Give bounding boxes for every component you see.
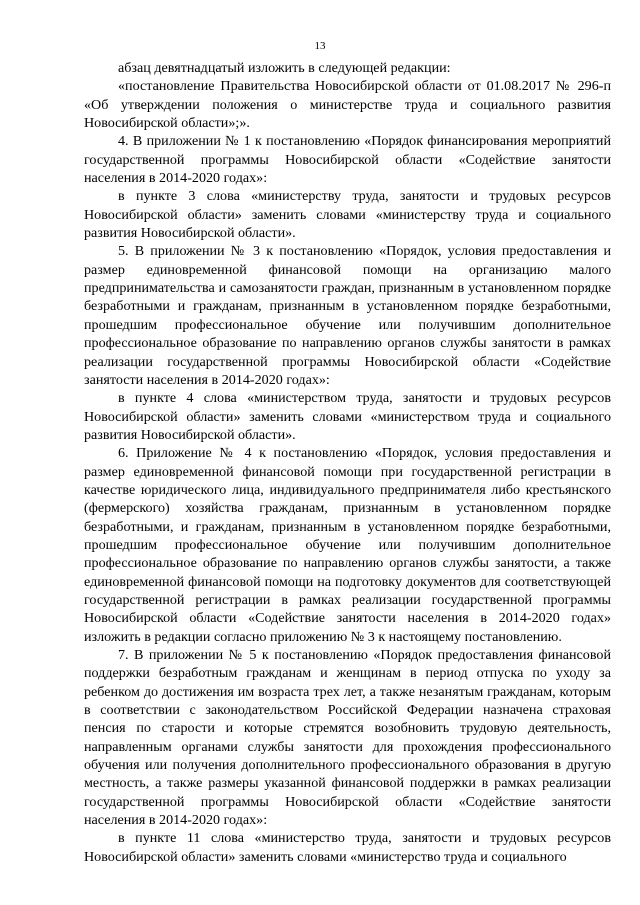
paragraph-item-5-change: в пункте 4 слова «министерством труда, занятости и трудовых ресурсов Новосибирской области» заменить словами «министерством труда и социального развития Новосибирской области».: [84, 390, 611, 443]
page-number: 13: [314, 40, 326, 52]
paragraph-item-6: 6. Приложение № 4 к постановлению «Порядок, условия предоставления и размер единовременной финансовой помощи при государственной регистрации в качестве юридического лица, индивидуального предпринимателя либо крестьянского (фермерского) хозяйства гражданам, признанным в установленном порядке безработными, и гражданам, признанным в установленном порядке безработными, прошедшим профессиональное обучение или получившим дополнительное профессиональное образование по направлению органов службы занятости, а также единовременной финансовой помощи на подготовку документов для соответствующей государственной регистрации в рамках реализации государственной программы Новосибирской области «Содействие занятости населения в 2014-2020 годах» изложить в редакции согласно приложению № 3 к настоящему постановлению.: [84, 445, 611, 645]
paragraph-item-5: 5. В приложении № 3 к постановлению «Порядок, условия предоставления и размер единовременной финансовой помощи на организацию малого предпринимательства и самозанятости граждан, признанным в установленном порядке безработными и гражданам, признанным в установленном порядке безработными, прошедшим профессиональное обучение или получившим дополнительное профессиональное образование по направлению органов службы занятости в рамках реализации государственной программы Новосибирской области «Содействие занятости населения в 2014-2020 годах»:: [84, 243, 611, 388]
paragraph-abzac: абзац девятнадцатый изложить в следующей редакции:: [118, 60, 451, 76]
paragraph-item-4: 4. В приложении № 1 к постановлению «Порядок финансирования мероприятий государственной программы Новосибирской области «Содействие занятости населения в 2014-2020 годах»:: [84, 133, 611, 187]
paragraph-item-7: 7. В приложении № 5 к постановлению «Порядок предоставления финансовой поддержки безработным гражданам и женщинам в период отпуска по уходу за ребенком до достижения им возраста трех лет, а также незанятым гражданам, которым в соответствии с законодательством Российской Федерации назначена страховая пенсия по старости и которые стремятся возобновить трудовую деятельность, направленным органами службы занятости для прохождения профессионального обучения или получения дополнительного профессионального образования в другую местность, а также размеры указанной финансовой поддержки в рамках реализации государственной программы Новосибирской области «Содействие занятости населения в 2014-2020 годах»:: [84, 647, 611, 829]
paragraph-postanovlenie-quote: «постановление Правительства Новосибирской области от 01.08.2017 № 296-п «Об утверждении положения о министерстве труда и социального развития Новосибирской области»;».: [84, 78, 611, 132]
paragraph-item-7-change: в пункте 11 слова «министерство труда, занятости и трудовых ресурсов Новосибирской области» заменить словами «министерство труда и социального: [84, 830, 611, 865]
paragraph-item-4-change: в пункте 3 слова «министерству труда, занятости и трудовых ресурсов Новосибирской области» заменить словами «министерству труда и социального развития Новосибирской области».: [84, 188, 611, 242]
document-body: [84, 59, 611, 866]
